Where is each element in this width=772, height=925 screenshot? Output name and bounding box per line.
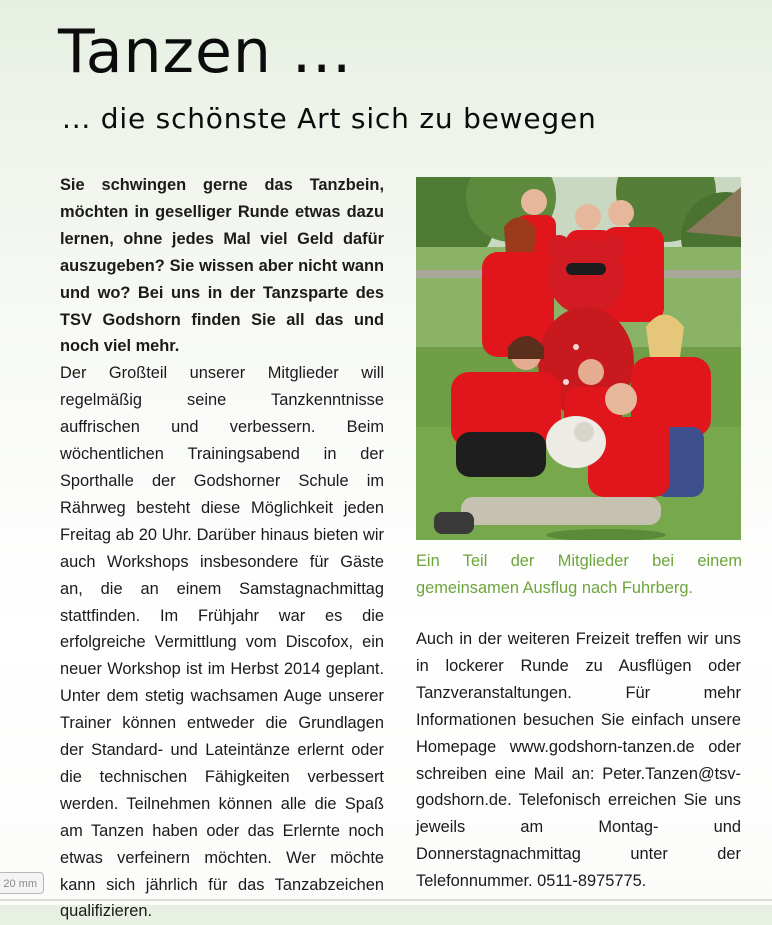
group-photo-image-icon (416, 177, 741, 540)
bottom-divider (0, 899, 772, 901)
group-photo (416, 177, 741, 540)
right-column (416, 626, 741, 895)
body-paragraph-left: Der Großteil unserer Mitglieder will regelmäßig seine Tanzkenntnisse auffrischen und verbessern. Beim wöchentlichen Trainingsabend in der Sporthalle der Godshorner Schule im Rährweg besteht diese Möglichkeit jeden Freitag ab 20 Uhr. Darüber hinaus bieten wir auch Workshops insbesondere für Gäste an, die an einem Samstagnachmittag stattfinden. Im Frühjahr war es die erfolgreiche Vermittlung vom Discofox, ein neuer Workshop ist im Herbst 2014 geplant. Unter dem stetig wachsamen Auge unserer Trainer können entweder die Grundlagen der Standard- und Lateintänze erlernt oder die technischen Fähigkeiten verbessert werden. Teilnehmen können alle die Spaß am Tanzen haben oder das Erlernte noch etwas verfeinern möchten. Wer möchte kann sich jährlich für das Tanzabzeichen qualifizieren. (60, 364, 384, 921)
photo-caption: Ein Teil der Mitglieder bei einem gemeinsamen Ausflug nach Fuhrberg. (416, 552, 742, 597)
article-subtitle: ... die schönste Art sich zu bewegen (62, 102, 597, 135)
measure-tag: 20 mm (0, 872, 44, 894)
article-title: Tanzen ... (58, 17, 353, 87)
body-paragraph-right: Auch in der weiteren Freizeit treffen wir uns in lockerer Runde zu Ausflügen oder Tanzveranstaltungen. Für mehr Informationen besuchen Sie einfach unsere Homepage www.godshorn-tanzen.de oder schreiben eine Mail an: Peter.Tanzen@tsv-godshorn.de. Telefonisch erreichen Sie uns jeweils am Montag- und Donnerstagnachmittag unter der Telefonnummer. 0511-8975775. (416, 630, 741, 891)
left-column (60, 172, 384, 925)
lead-paragraph: Sie schwingen gerne das Tanzbein, möchten in geselliger Runde etwas dazu lernen, ohne jedes Mal viel Geld dafür auszugeben? Sie wissen aber nicht wann und wo? Bei uns in der Tanzsparte des TSV Godshorn finden Sie all das und noch viel mehr. (60, 176, 384, 356)
